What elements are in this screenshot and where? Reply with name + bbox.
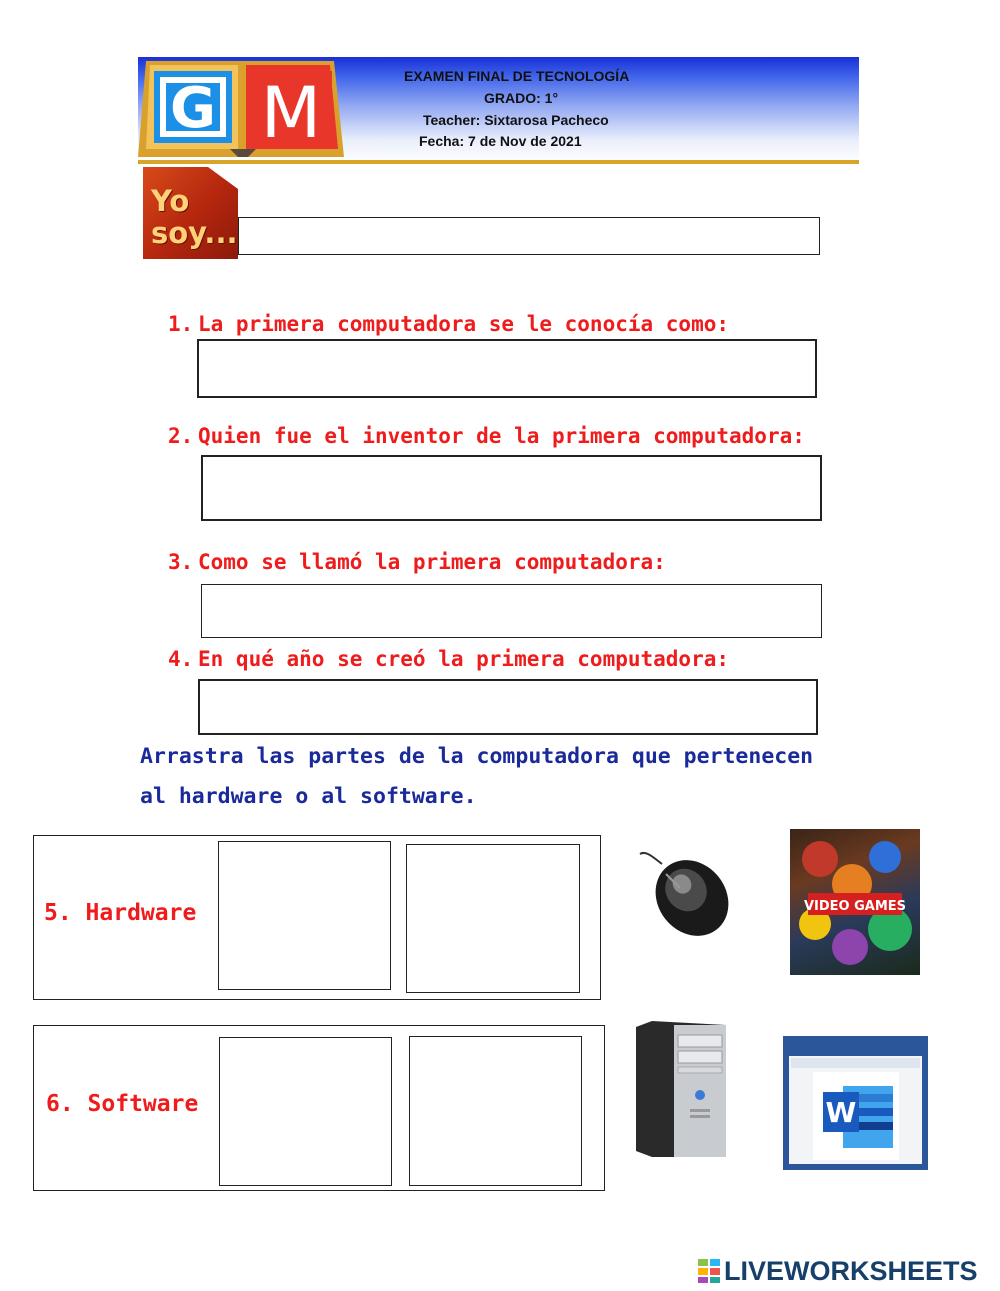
grade-line: GRADO: 1° (484, 90, 559, 106)
svg-text:W: W (825, 1096, 857, 1129)
cpu-tower-icon (634, 1021, 728, 1158)
instruction-line-1: Arrastra las partes de la computadora que pertenecen (140, 744, 814, 769)
header-banner (138, 57, 859, 163)
question-2-number: 2. (168, 424, 194, 448)
hardware-drop-zone-1[interactable] (218, 841, 391, 990)
hardware-drop-zone-2[interactable] (406, 844, 580, 993)
question-3-text: Como se llamó la primera computadora: (198, 550, 666, 574)
software-label: 6. Software (46, 1091, 199, 1117)
draggable-mouse[interactable] (636, 844, 732, 940)
question-3-number: 3. (168, 550, 194, 574)
answer-4-input[interactable] (198, 679, 818, 735)
mouse-icon (636, 844, 732, 940)
question-4-number: 4. (168, 647, 194, 671)
software-drop-zone-2[interactable] (409, 1036, 582, 1186)
date-line: Fecha: 7 de Nov de 2021 (419, 133, 582, 149)
instruction-line-2: al hardware o al software. (140, 784, 477, 809)
yo-soy-badge: Yo soy... (143, 167, 238, 259)
video-games-poster (790, 829, 920, 975)
gm-logo (138, 57, 348, 163)
svg-text:VIDEO GAMES: VIDEO GAMES (803, 899, 907, 914)
draggable-video-games[interactable] (790, 829, 920, 975)
question-4-text: En qué año se creó la primera computadora: (198, 647, 730, 671)
question-2-text: Quien fue el inventor de la primera computadora: (198, 424, 805, 448)
header-divider (138, 160, 859, 164)
exam-title: EXAMEN FINAL DE TECNOLOGÍA (404, 68, 630, 84)
student-name-input[interactable] (238, 217, 820, 255)
draggable-word[interactable] (783, 1036, 928, 1170)
liveworksheets-text: LIVEWORKSHEETS (724, 1255, 978, 1286)
question-1-number: 1. (168, 312, 194, 336)
word-app-icon (783, 1036, 928, 1170)
svg-text:M: M (260, 72, 322, 154)
software-drop-zone-1[interactable] (219, 1037, 392, 1186)
liveworksheets-logo (698, 1256, 978, 1286)
badge-fold (208, 167, 238, 189)
hardware-label: 5. Hardware (44, 900, 197, 926)
liveworksheets-icon (698, 1259, 720, 1283)
answer-3-input[interactable] (201, 584, 822, 638)
draggable-cpu-tower[interactable] (634, 1021, 728, 1158)
teacher-line: Teacher: Sixtarosa Pacheco (423, 112, 609, 128)
question-1-text: La primera computadora se le conocía como: (198, 312, 730, 336)
svg-text:G: G (170, 76, 216, 141)
answer-2-input[interactable] (201, 455, 822, 521)
answer-1-input[interactable] (197, 339, 817, 398)
